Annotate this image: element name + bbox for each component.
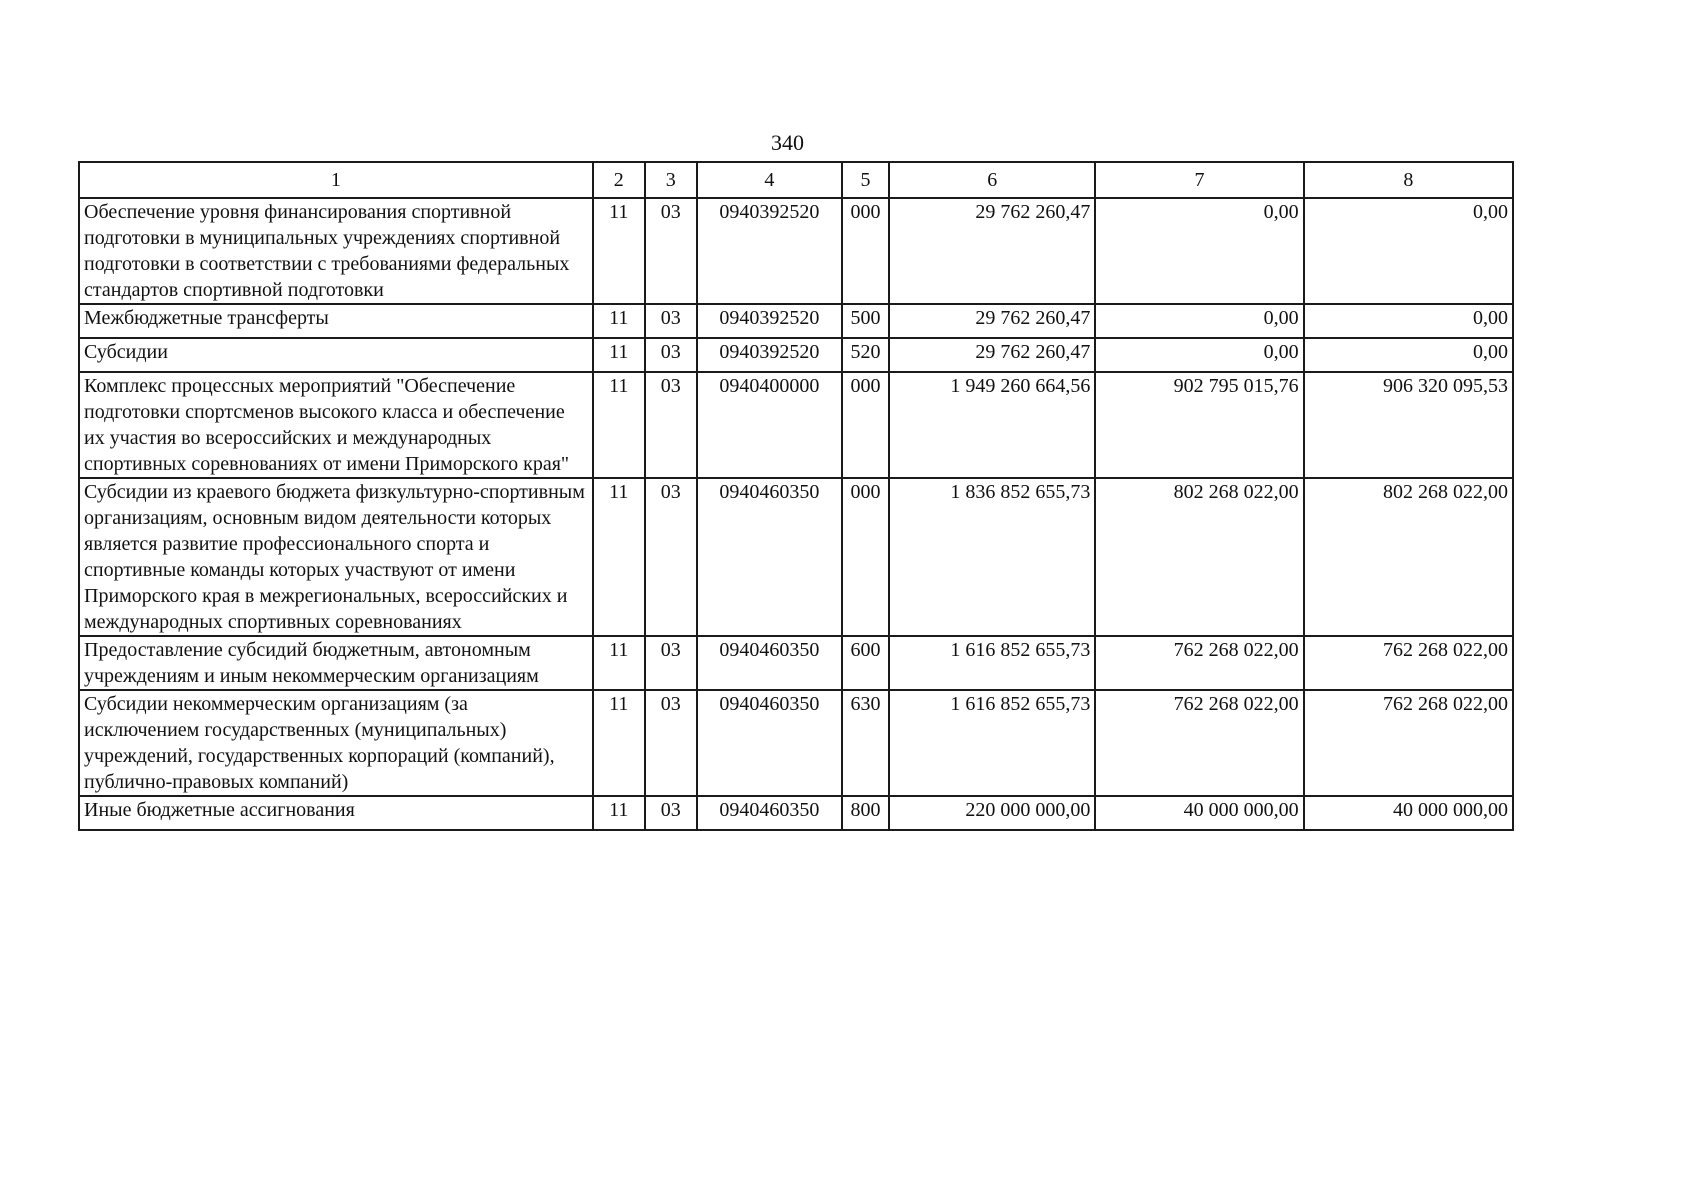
page-number: 340 — [771, 130, 804, 155]
amount-col-6: 29 762 260,47 — [889, 198, 1095, 304]
expense-type-code: 800 — [842, 796, 889, 830]
column-header-7: 7 — [1095, 162, 1303, 198]
subsection-code: 03 — [645, 478, 697, 636]
amount-col-7: 902 795 015,76 — [1095, 372, 1303, 478]
amount-col-6: 1 836 852 655,73 — [889, 478, 1095, 636]
table-row — [79, 690, 1513, 796]
amount-col-7: 0,00 — [1095, 198, 1303, 304]
amount-col-6: 1 616 852 655,73 — [889, 690, 1095, 796]
column-header-6: 6 — [889, 162, 1095, 198]
target-article-code: 0940392520 — [697, 198, 842, 304]
row-name: Субсидии некоммерческим организациям (за исключением государственных (муниципальных) учреждений, государственных корпораций (компаний), публично-правовых компаний) — [79, 690, 593, 796]
row-name: Предоставление субсидий бюджетным, автономным учреждениям и иным некоммерческим организациям — [79, 636, 593, 690]
amount-col-8: 762 268 022,00 — [1304, 690, 1513, 796]
target-article-code: 0940460350 — [697, 796, 842, 830]
column-header-3: 3 — [645, 162, 697, 198]
column-header-5: 5 — [842, 162, 889, 198]
column-header-4: 4 — [697, 162, 842, 198]
subsection-code: 03 — [645, 690, 697, 796]
table-row — [79, 372, 1513, 478]
amount-col-6: 1 616 852 655,73 — [889, 636, 1095, 690]
section-code: 11 — [593, 304, 645, 338]
table-row — [79, 304, 1513, 338]
target-article-code: 0940460350 — [697, 636, 842, 690]
section-code: 11 — [593, 338, 645, 372]
expense-type-code: 500 — [842, 304, 889, 338]
section-code: 11 — [593, 372, 645, 478]
target-article-code: 0940400000 — [697, 372, 842, 478]
subsection-code: 03 — [645, 636, 697, 690]
expense-type-code: 000 — [842, 478, 889, 636]
amount-col-8: 0,00 — [1304, 198, 1513, 304]
subsection-code: 03 — [645, 338, 697, 372]
table-row — [79, 636, 1513, 690]
expense-type-code: 630 — [842, 690, 889, 796]
section-code: 11 — [593, 198, 645, 304]
amount-col-6: 29 762 260,47 — [889, 304, 1095, 338]
section-code: 11 — [593, 796, 645, 830]
row-name: Иные бюджетные ассигнования — [79, 796, 593, 830]
amount-col-6: 220 000 000,00 — [889, 796, 1095, 830]
amount-col-7: 0,00 — [1095, 304, 1303, 338]
subsection-code: 03 — [645, 372, 697, 478]
table-row — [79, 198, 1513, 304]
row-name: Комплекс процессных мероприятий "Обеспечение подготовки спортсменов высокого класса и обеспечение их участия во всероссийских и международных спортивных соревнованиях от имени Приморского края" — [79, 372, 593, 478]
subsection-code: 03 — [645, 796, 697, 830]
column-header-1: 1 — [79, 162, 593, 198]
section-code: 11 — [593, 478, 645, 636]
section-code: 11 — [593, 690, 645, 796]
expense-type-code: 000 — [842, 198, 889, 304]
target-article-code: 0940392520 — [697, 304, 842, 338]
row-name: Межбюджетные трансферты — [79, 304, 593, 338]
amount-col-8: 40 000 000,00 — [1304, 796, 1513, 830]
expense-type-code: 520 — [842, 338, 889, 372]
budget-table — [78, 161, 1514, 831]
table-row — [79, 478, 1513, 636]
row-name: Субсидии — [79, 338, 593, 372]
amount-col-7: 802 268 022,00 — [1095, 478, 1303, 636]
amount-col-8: 906 320 095,53 — [1304, 372, 1513, 478]
column-header-8: 8 — [1304, 162, 1513, 198]
amount-col-8: 762 268 022,00 — [1304, 636, 1513, 690]
column-header-2: 2 — [593, 162, 645, 198]
amount-col-7: 762 268 022,00 — [1095, 636, 1303, 690]
amount-col-6: 29 762 260,47 — [889, 338, 1095, 372]
row-name: Обеспечение уровня финансирования спортивной подготовки в муниципальных учреждениях спортивной подготовки в соответствии с требованиями федеральных стандартов спортивной подготовки — [79, 198, 593, 304]
target-article-code: 0940460350 — [697, 478, 842, 636]
amount-col-7: 40 000 000,00 — [1095, 796, 1303, 830]
row-name: Субсидии из краевого бюджета физкультурно-спортивным организациям, основным видом деятельности которых является развитие профессионального спорта и спортивные команды которых участвуют от имени Приморского края в межрегиональных, всероссийских и международных спортивных соревнованиях — [79, 478, 593, 636]
amount-col-6: 1 949 260 664,56 — [889, 372, 1095, 478]
section-code: 11 — [593, 636, 645, 690]
target-article-code: 0940392520 — [697, 338, 842, 372]
amount-col-8: 0,00 — [1304, 304, 1513, 338]
column-number-row — [79, 162, 1513, 198]
target-article-code: 0940460350 — [697, 690, 842, 796]
expense-type-code: 000 — [842, 372, 889, 478]
table-row — [79, 796, 1513, 830]
table-row — [79, 338, 1513, 372]
amount-col-7: 0,00 — [1095, 338, 1303, 372]
amount-col-7: 762 268 022,00 — [1095, 690, 1303, 796]
expense-type-code: 600 — [842, 636, 889, 690]
subsection-code: 03 — [645, 304, 697, 338]
amount-col-8: 0,00 — [1304, 338, 1513, 372]
subsection-code: 03 — [645, 198, 697, 304]
amount-col-8: 802 268 022,00 — [1304, 478, 1513, 636]
